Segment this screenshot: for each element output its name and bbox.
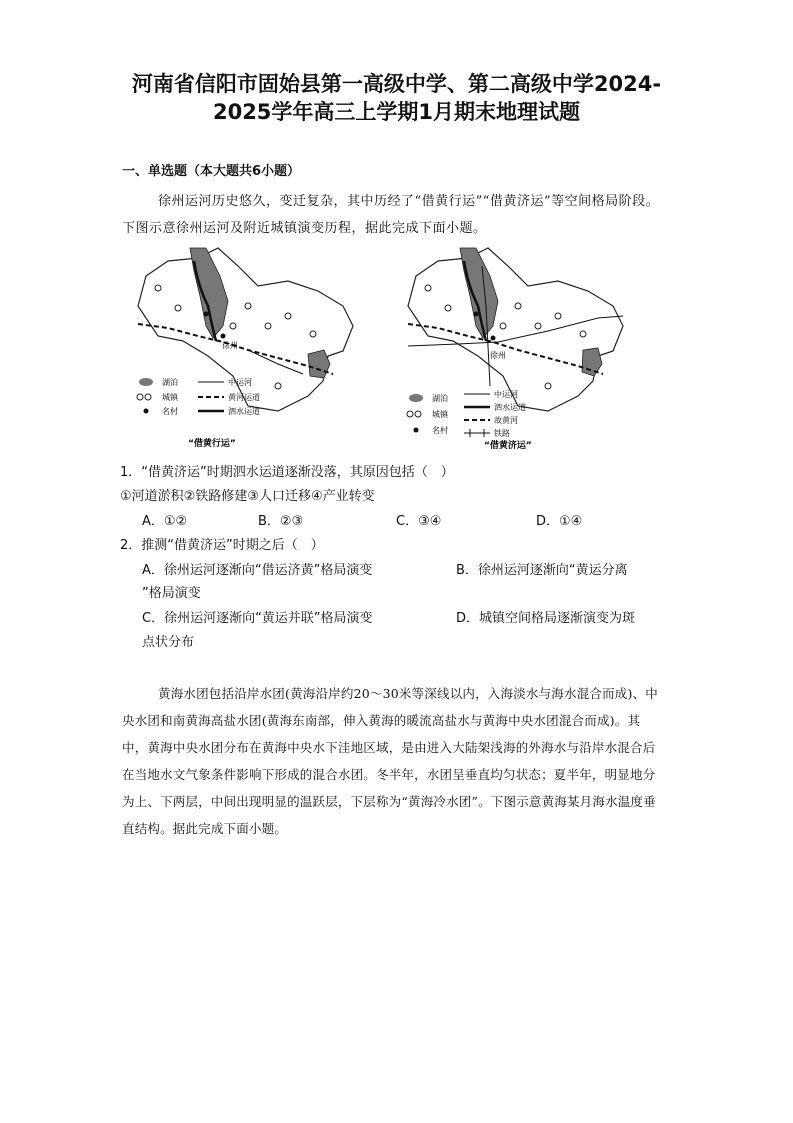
title-line-1: 河南省信阳市固始县第一高级中学、第二高级中学2024- — [131, 72, 662, 96]
map-right-caption: “借黄济运” — [484, 441, 532, 451]
svg-text:中运河: 中运河 — [228, 378, 252, 387]
map-left — [128, 246, 360, 452]
question-2-option-c[interactable]: C．徐州运河逐渐向“黄运并联”格局演变 — [142, 611, 373, 626]
map-left-legend — [137, 377, 260, 416]
section-heading: 一、单选题（本大题共6小题） — [122, 164, 301, 179]
svg-text:名村: 名村 — [162, 407, 178, 416]
question-2-option-a[interactable]: A．徐州运河逐渐向“借运济黄”格局演变 — [142, 563, 373, 578]
svg-text:名村: 名村 — [432, 426, 448, 435]
map-left-city-label: 徐州 — [222, 341, 238, 350]
svg-text:城镇: 城镇 — [432, 410, 448, 419]
svg-text:湖泊: 湖泊 — [162, 378, 178, 387]
map-right-legend — [407, 389, 526, 438]
svg-text:城镇: 城镇 — [162, 393, 178, 402]
question-1-option-c[interactable]: C．③④ — [396, 514, 442, 529]
svg-text:故黄河: 故黄河 — [494, 416, 518, 425]
passage-1: 徐州运河历史悠久，变迁复杂，其中历经了“借黄行运”“借黄济运”等空间格局阶段。下图示意徐州运河及附近城镇演变历程，据此完成下面小题。 — [122, 194, 660, 236]
svg-text:黄河运道: 黄河运道 — [228, 393, 260, 402]
map-left-caption: “借黄行运” — [188, 439, 236, 449]
question-2-option-d[interactable]: D．城镇空间格局逐渐演变为斑 — [456, 611, 636, 626]
svg-text:泗水运道: 泗水运道 — [494, 403, 526, 412]
question-1-statements: ①河道淤积②铁路修建③人口迁移④产业转变 — [120, 489, 375, 504]
svg-text:中运河: 中运河 — [494, 390, 518, 399]
question-2-stem: 2．推测“借黄济运”时期之后（ ） — [120, 538, 324, 553]
passage-2: 黄海水团包括沿岸水团(黄海沿岸约20～30米等深线以内，入海淡水与海水混合而成)、中央水团和南黄海高盐水团(黄海东南部，伸入黄海的暖流高盐水与黄海中央水团混合而成)。其中，黄海中央水团分布在黄海中央水下洼地区域，是由进入大陆架浅海的外海水与沿岸水混合后在当地水文气象条件影响下形成的混合水团。冬半年，水团呈垂直均匀状态；夏半年，明显地分为上、下两层，中间出现明显的温跃层，下层称为“黄海冷水团”。下图示意黄海某月海水温度垂直结构。据此完成下面小题。 — [122, 686, 658, 836]
question-1-option-b[interactable]: B．②③ — [258, 514, 304, 529]
question-2-option-b-continued[interactable]: ”格局演变 — [142, 586, 201, 601]
svg-text:泗水运道: 泗水运道 — [228, 407, 260, 416]
map-right-lake-2 — [582, 348, 602, 376]
question-1-option-d[interactable]: D．①④ — [536, 514, 583, 529]
question-2-option-d-continued[interactable]: 点状分布 — [142, 635, 195, 650]
svg-text:湖泊: 湖泊 — [432, 394, 448, 403]
svg-text:铁路: 铁路 — [494, 429, 510, 438]
title-line-2: 2025学年高三上学期1月期末地理试题 — [212, 100, 581, 124]
map-right-city-label: 徐州 — [490, 351, 506, 360]
question-2-option-b[interactable]: B．徐州运河逐渐向“黄运分离 — [456, 563, 628, 578]
map-right — [398, 246, 630, 452]
page-title — [60, 70, 733, 126]
question-1-option-a[interactable]: A．①② — [142, 514, 188, 529]
question-1-stem: 1．“借黄济运”时期泗水运道逐渐没落，其原因包括（ ） — [120, 465, 454, 480]
